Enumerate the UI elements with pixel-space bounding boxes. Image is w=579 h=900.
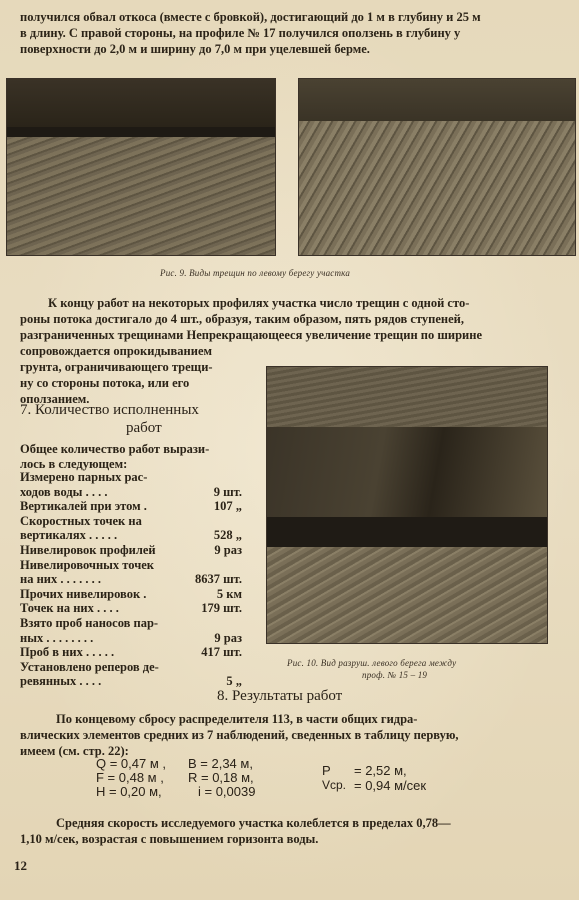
- top-paragraph-line-3: поверхности до 2,0 м и ширину до 7,0 м при уцелевшей берме.: [20, 42, 370, 56]
- work-row-label: Нивелировочных точек: [20, 557, 155, 572]
- work-row: [20, 616, 242, 631]
- work-row: [20, 674, 242, 689]
- paragraph2-narrow-line-2: грунта, ограничивающего трещи-: [20, 360, 213, 374]
- work-row-label: Взято проб наносов пар-: [20, 616, 159, 630]
- section8-title: 8. Результаты работ: [217, 688, 343, 704]
- work-row-label: Проб в них . . . . .: [20, 645, 115, 660]
- paragraph2-line-1: К концу работ на некоторых профилях участка число трещин с одной сто-: [48, 296, 470, 310]
- work-row-label: Измерено парных рас-: [20, 470, 148, 484]
- work-row-label: Скоростных точек на: [20, 513, 142, 528]
- paragraph2-narrow-line-3: ну со стороны потока, или его: [20, 376, 190, 390]
- formula-b: B = 2,34 м,: [188, 756, 253, 771]
- formula-v-value: = 0,94 м/сек: [354, 778, 427, 793]
- fig10-caption-line-2: проф. № 15 – 19: [362, 670, 428, 680]
- fig9-photo-left: [6, 78, 276, 256]
- paragraph2-narrow-line-1: сопровождается опрокидыванием: [20, 344, 213, 358]
- work-row: [20, 631, 242, 646]
- final-paragraph-line-1: Средняя скорость исследуемого участка колеблется в пределах 0,78—: [56, 816, 451, 830]
- paragraph2-line-3: разграниченных трещинами Непрекращающееся увеличение трещин по ширине: [20, 328, 483, 342]
- formula-h: H = 0,20 м,: [96, 784, 162, 799]
- work-row-value: 107 „: [213, 499, 242, 514]
- work-row-label: ных . . . . . . . .: [20, 630, 94, 645]
- fig10-caption-line-1: Рис. 10. Вид разруш. левого берега между: [287, 658, 457, 668]
- work-row: [20, 528, 242, 543]
- work-row: [20, 485, 242, 500]
- section8-paragraph-line-2: влических элементов средних из 7 наблюдений, сведенных в таблицу первую,: [20, 728, 459, 742]
- formula-p-label: P: [322, 763, 331, 778]
- section7-intro-line-2: лось в следующем:: [20, 457, 128, 471]
- work-row-value: 528 „: [213, 528, 242, 543]
- section7-title-line-2: работ: [126, 420, 162, 436]
- work-row-value: 9 шт.: [213, 484, 242, 499]
- work-row-value: 9 раз: [214, 543, 242, 557]
- work-row: [20, 645, 242, 660]
- work-row: [20, 587, 242, 602]
- work-row: [20, 572, 242, 587]
- formula-f: F = 0,48 м ,: [96, 770, 164, 785]
- formula-q: Q = 0,47 м ,: [96, 756, 167, 771]
- work-row: [20, 660, 242, 675]
- formula-i: i = 0,0039: [198, 784, 256, 799]
- work-row-label: Точек на них . . . .: [20, 601, 119, 616]
- work-row-label: Прочих нивелировок .: [20, 586, 147, 601]
- work-row-label: Вертикалей при этом .: [20, 499, 147, 514]
- fig9-caption: Рис. 9. Виды трещин по левому берегу участка: [160, 268, 351, 278]
- work-row: [20, 514, 242, 529]
- top-paragraph-line-1: получился обвал откоса (вместе с бровкой), достигающий до 1 м в глубину и 25 м: [20, 10, 481, 24]
- work-row-label: вертикалях . . . . .: [20, 528, 118, 543]
- work-row: [20, 558, 242, 573]
- work-row-value: 5 „: [226, 674, 242, 689]
- work-row: [20, 470, 242, 485]
- work-row-value: 9 раз: [214, 630, 242, 645]
- final-paragraph-line-2: 1,10 м/сек, возрастая с повышением горизонта воды.: [20, 832, 319, 846]
- work-row-label: ревянных . . . .: [20, 674, 102, 689]
- page-number: 12: [14, 858, 27, 873]
- work-row: [20, 543, 242, 558]
- fig9-photo-right: [298, 78, 576, 256]
- work-row-label: на них . . . . . . .: [20, 572, 101, 587]
- work-row-value: 5 км: [216, 586, 242, 601]
- paragraph2-line-2: роны потока достигало до 4 шт., образуя, таким образом, пять рядов ступеней,: [20, 312, 465, 326]
- section7-intro-line-1: Общее количество работ вырази-: [20, 442, 210, 456]
- work-row-label: Нивелировок профилей: [20, 543, 156, 557]
- work-row-value: 179 шт.: [201, 601, 242, 616]
- formula-r: R = 0,18 м,: [188, 770, 254, 785]
- fig10-photo: [266, 366, 548, 644]
- formula-v-label: Vср.: [322, 778, 347, 792]
- top-paragraph-line-2: в длину. С правой стороны, на профиле № 17 получился оползень в глубину у: [20, 26, 461, 40]
- work-row-value: 417 шт.: [201, 645, 242, 660]
- work-row: [20, 499, 242, 514]
- formula-p-value: = 2,52 м,: [354, 763, 407, 778]
- work-row: [20, 601, 242, 616]
- work-row-label: ходов воды . . . .: [20, 484, 108, 499]
- paragraph2-narrow-line-4: оползанием.: [20, 392, 90, 406]
- section7-title-line-1: 7. Количество исполненных: [20, 402, 199, 418]
- section8-paragraph-line-1: По концевому сбросу распределителя 113, в части общих гидра-: [56, 712, 418, 726]
- work-row-value: 8637 шт.: [194, 572, 242, 587]
- section8-paragraph-line-3: имеем (см. стр. 22):: [20, 744, 129, 758]
- work-row-label: Установлено реперов де-: [20, 659, 159, 674]
